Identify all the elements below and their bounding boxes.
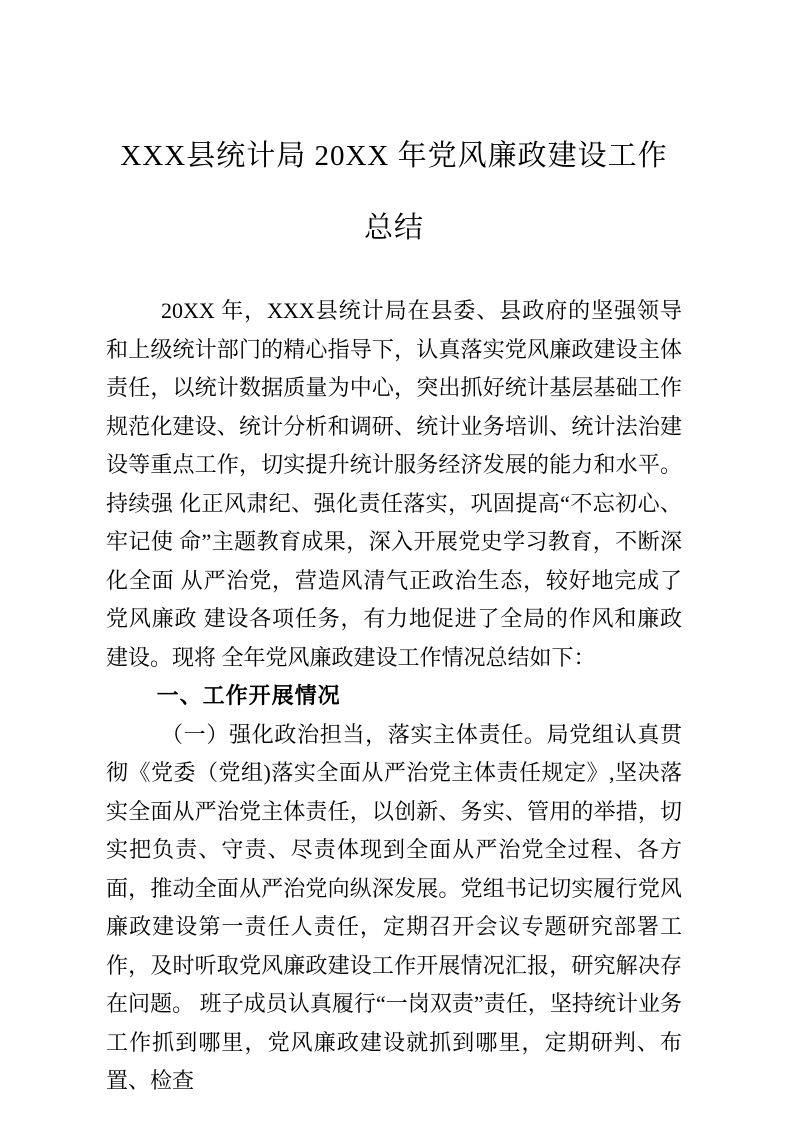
section-heading-1: 一、工作开展情况 (156, 683, 341, 708)
section-1-paragraph: （一）强化政治担当，落实主体责任。局党组认真贯彻《党委（党组)落实全面从严治党主体责任规定》,坚决落实全面从严治党主体责任，以创新、务实、管用的举措，切实把负责、守责、尽责体现到全面从严治党全过程、各方面，推动全面从严治党向纵深发展。党组书记切实履行党风廉政建设第一责任人责任，定期召开会议专题研究部署工作，及时听取党风廉政建设工作开展情况汇报，研究解决存在问题。 班子成员认真履行“一岗双责”责任，坚持统计业务工作抓到哪里，党风廉政建设就抓到哪里，定期研判、布置、检查 (106, 721, 682, 1093)
document-body (106, 292, 682, 1101)
document-title-line2: 总结 (363, 212, 424, 244)
document-title (106, 120, 682, 264)
document-title-line1: XXX县统计局 20XX 年党风廉政建设工作 (120, 140, 668, 172)
intro-paragraph: 20XX 年，XXX县统计局在县委、县政府的坚强领导和上级统计部门的精心指导下，认真落实党风廉政建设主体责任，以统计数据质量为中心，突出抓好统计基层基础工作规范化建设、统计分析和调研、统计业务培训、统计法治建设等重点工作，切实提升统计服务经济发展的能力和水平。持续强 化正风肃纪、强化责任落实，巩固提高“不忘初心、牢记使 命”主题教育成果，深入开展党史学习教育，不断深化全面 从严治党，营造风清气正政治生态，较好地完成了党风廉政 建设各项任务，有力地促进了全局的作风和廉政建设。现将 全年党风廉政建设工作情况总结如下： (106, 298, 682, 670)
